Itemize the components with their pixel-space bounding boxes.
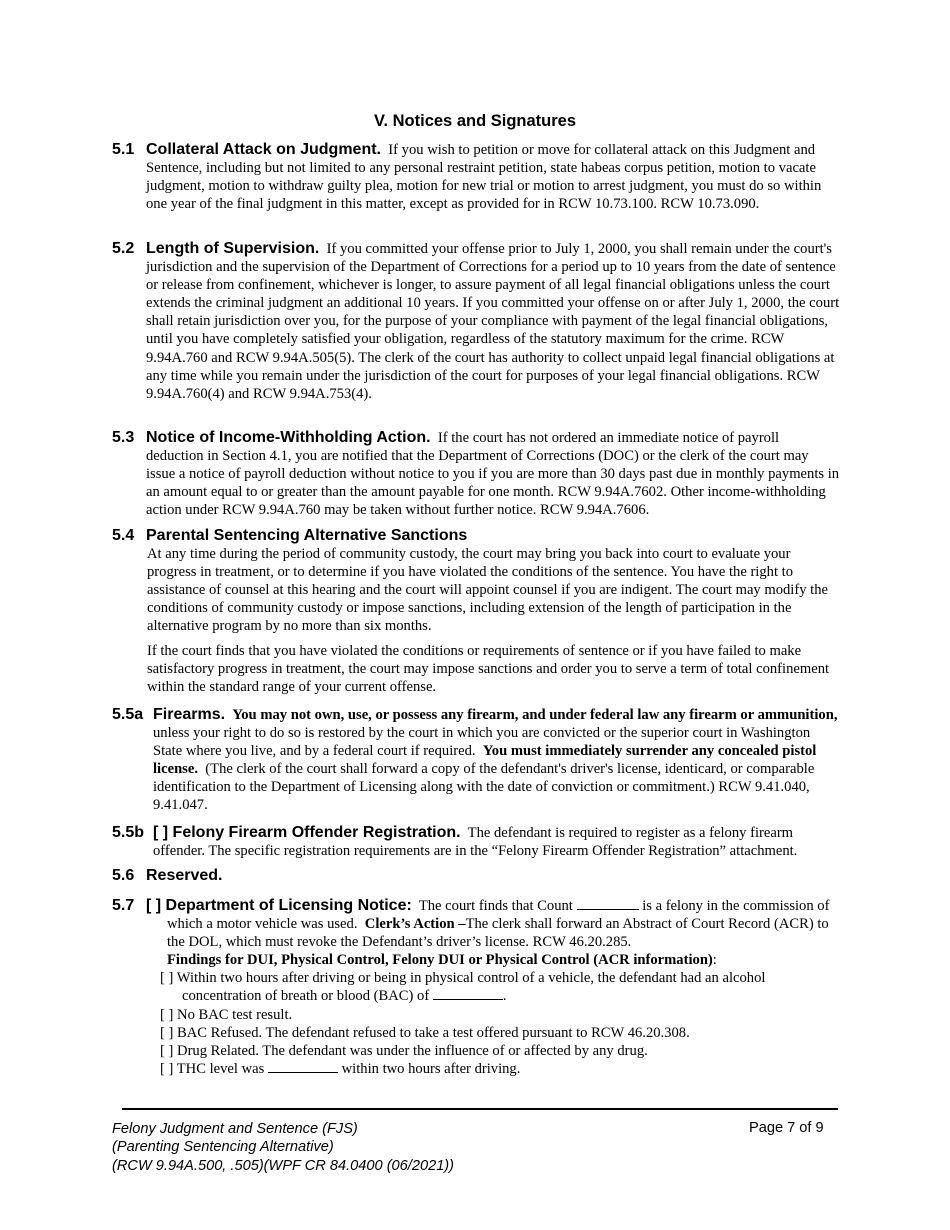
section-text: If the court has not ordered an immediate notice of payroll deduction in Section 4.1, you are notified that the Department of Corrections (DOC) or the clerk of the court may issue a notice of payroll deduction without notice to you if you are more than 30 days past due in monthly payments in an amount equal to or greater than the amount payable for one month. RCW 9.94A.7602. Other income-withholding action under RCW 9.94A.760 may be taken without further notice. RCW 9.94A.7606. [146, 430, 840, 519]
section-heading: Notice of Income-Withholding Action. [146, 429, 431, 446]
section-text: unless your right to do so is restored by the court in which you are convicted or the superior court in Washington State where you live, and by a federal court if required. [153, 725, 811, 760]
surrender-warning: You must immediately surrender any concealed pistol license. [153, 743, 817, 778]
section-text: (The clerk of the court shall forward a copy of the defendant's driver's license, identicard, or comparable identification to the Department of Licensing along with the date of conviction or commitment.) RCW 9.41.040, 9.41.047. [153, 761, 815, 814]
footer-form-info [112, 1120, 454, 1175]
clerk-action-label: Clerk’s Action – [364, 916, 466, 933]
list-item-text: THC level was [176, 1060, 265, 1077]
section-number: 5.7 [112, 897, 135, 914]
section-text: The court finds that Count [418, 898, 573, 914]
firearm-warning: You may not own, use, or possess any firearm, and under federal law any firearm or ammunition, [232, 707, 838, 723]
page-title: V. Notices and Signatures [373, 112, 577, 130]
footer-divider [122, 1108, 838, 1110]
footer-line: (Parenting Sentencing Alternative) [112, 1139, 334, 1156]
section-heading: [ ] Department of Licensing Notice: [146, 897, 412, 914]
page-number: Page 7 of 9 [749, 1120, 824, 1136]
list-item [160, 1024, 840, 1042]
section-paragraph: At any time during the period of community custody, the court may bring you back into court to evaluate your progress in treatment, or to determine if you have violated the conditions of the sentence. You have the right to assistance of counsel at this hearing and the court will appoint counsel if you are indigent. The court may modify the conditions of community custody or impose sanctions, including extension of the length of participation in the alternative program by no more than six months. [147, 546, 828, 635]
section-paragraph: If the court finds that you have violated the conditions or requirements of sentence or if you have failed to make satisfactory progress in treatment, the court may impose sanctions and order you to serve a term of total confinement within the standard range of your current offense. [147, 642, 830, 695]
list-item-text: No BAC test result. [177, 1006, 293, 1023]
list-item [160, 969, 840, 1005]
list-item [160, 1060, 840, 1078]
section-5-7 [112, 897, 840, 1078]
thc-blank[interactable] [268, 1060, 338, 1073]
list-item-text: BAC Refused. The defendant refused to take a test offered pursuant to RCW 46.20.308. [177, 1024, 690, 1041]
section-5-2 [112, 240, 840, 403]
section-5-3 [112, 429, 840, 519]
section-number: 5.5b [112, 824, 145, 841]
section-5-5a [112, 706, 840, 815]
footer-line: Felony Judgment and Sentence (FJS) [112, 1121, 358, 1137]
list-item-text: . [502, 988, 507, 1005]
list-item [160, 1006, 840, 1024]
section-number: 5.4 [112, 527, 135, 544]
checkbox[interactable]: [ ] [160, 1042, 174, 1059]
section-heading: Collateral Attack on Judgment. [146, 141, 381, 158]
list-item-text: Drug Related. The defendant was under the influence of or affected by any drug. [177, 1042, 648, 1059]
section-text: The defendant is required to register as a felony firearm offender. The specific registration requirements are in the “Felony Firearm Offender Registration” attachment. [153, 825, 798, 860]
section-number: 5.6 [112, 867, 135, 884]
section-number: 5.2 [112, 240, 135, 257]
section-number: 5.5a [112, 706, 144, 723]
clerk-action-text: The clerk shall forward an Abstract of Court Record (ACR) to the DOL, which must revoke the Defendant’s driver’s license. RCW 46.20.285. [167, 916, 829, 951]
section-text: If you wish to petition or move for collateral attack on this Judgment and Sentence, including but not limited to any personal restraint petition, state habeas corpus petition, motion to vacate judgment, motion to withdraw guilty plea, motion for new trial or motion to arrest judgment, you must do so within one year of the final judgment in this matter, except as provided for in RCW 10.73.100. RCW 10.73.090. [146, 142, 822, 213]
findings-checklist [112, 969, 840, 1078]
list-item-text: Within two hours after driving or being in physical control of a vehicle, the defendant had an alcohol concentration of breath or blood (BAC) of [176, 970, 766, 1005]
section-5-1 [112, 141, 840, 213]
bac-blank[interactable] [433, 987, 503, 1000]
section-heading: [ ] Felony Firearm Offender Registration. [153, 824, 461, 841]
section-text: If you committed your offense prior to July 1, 2000, you shall remain under the court's jurisdiction and the supervision of the Department of Corrections for a period up to 10 years from the date of sentence or release from confinement, whichever is longer, to assure payment of all legal financial obligations unless the court extends the criminal judgment an additional 10 years. If you committed your offense on or after July 1, 2000, the court shall retain jurisdiction over you, for the purpose of your compliance with payment of the legal financial obligations, until you have completely satisfied your obligation, regardless of the statutory maximum for the crime. RCW 9.94A.760 and RCW 9.94A.505(5). The clerk of the court has authority to collect unpaid legal financial obligations at any time while you remain under the jurisdiction of the court for purposes of your legal financial obligations. RCW 9.94A.760(4) and RCW 9.94A.753(4). [146, 241, 840, 402]
checkbox[interactable]: [ ] [160, 1024, 174, 1041]
checkbox[interactable]: [ ] [160, 970, 174, 987]
section-heading: Firearms. [153, 706, 226, 723]
findings-heading: Findings for DUI, Physical Control, Felony DUI or Physical Control (ACR information) [167, 952, 713, 969]
list-item [160, 1042, 840, 1060]
footer-line: (RCW 9.94A.500, .505)(WPF CR 84.0400 (06/2021)) [112, 1157, 455, 1174]
section-heading: Parental Sentencing Alternative Sanctions [146, 527, 468, 544]
checkbox[interactable]: [ ] [160, 1060, 174, 1077]
count-blank[interactable] [577, 897, 639, 910]
section-5-5b [112, 824, 840, 860]
section-number: 5.1 [112, 141, 135, 158]
section-5-4 [112, 527, 840, 696]
findings-colon: : [712, 952, 717, 969]
section-text: is a felony in the commission of which a motor vehicle was used. [167, 898, 830, 933]
section-5-6 [112, 867, 840, 885]
section-number: 5.3 [112, 429, 135, 446]
list-item-text: within two hours after driving. [341, 1060, 521, 1077]
section-heading: Length of Supervision. [146, 240, 320, 257]
section-heading: Reserved. [146, 867, 223, 884]
checkbox[interactable]: [ ] [160, 1006, 174, 1023]
